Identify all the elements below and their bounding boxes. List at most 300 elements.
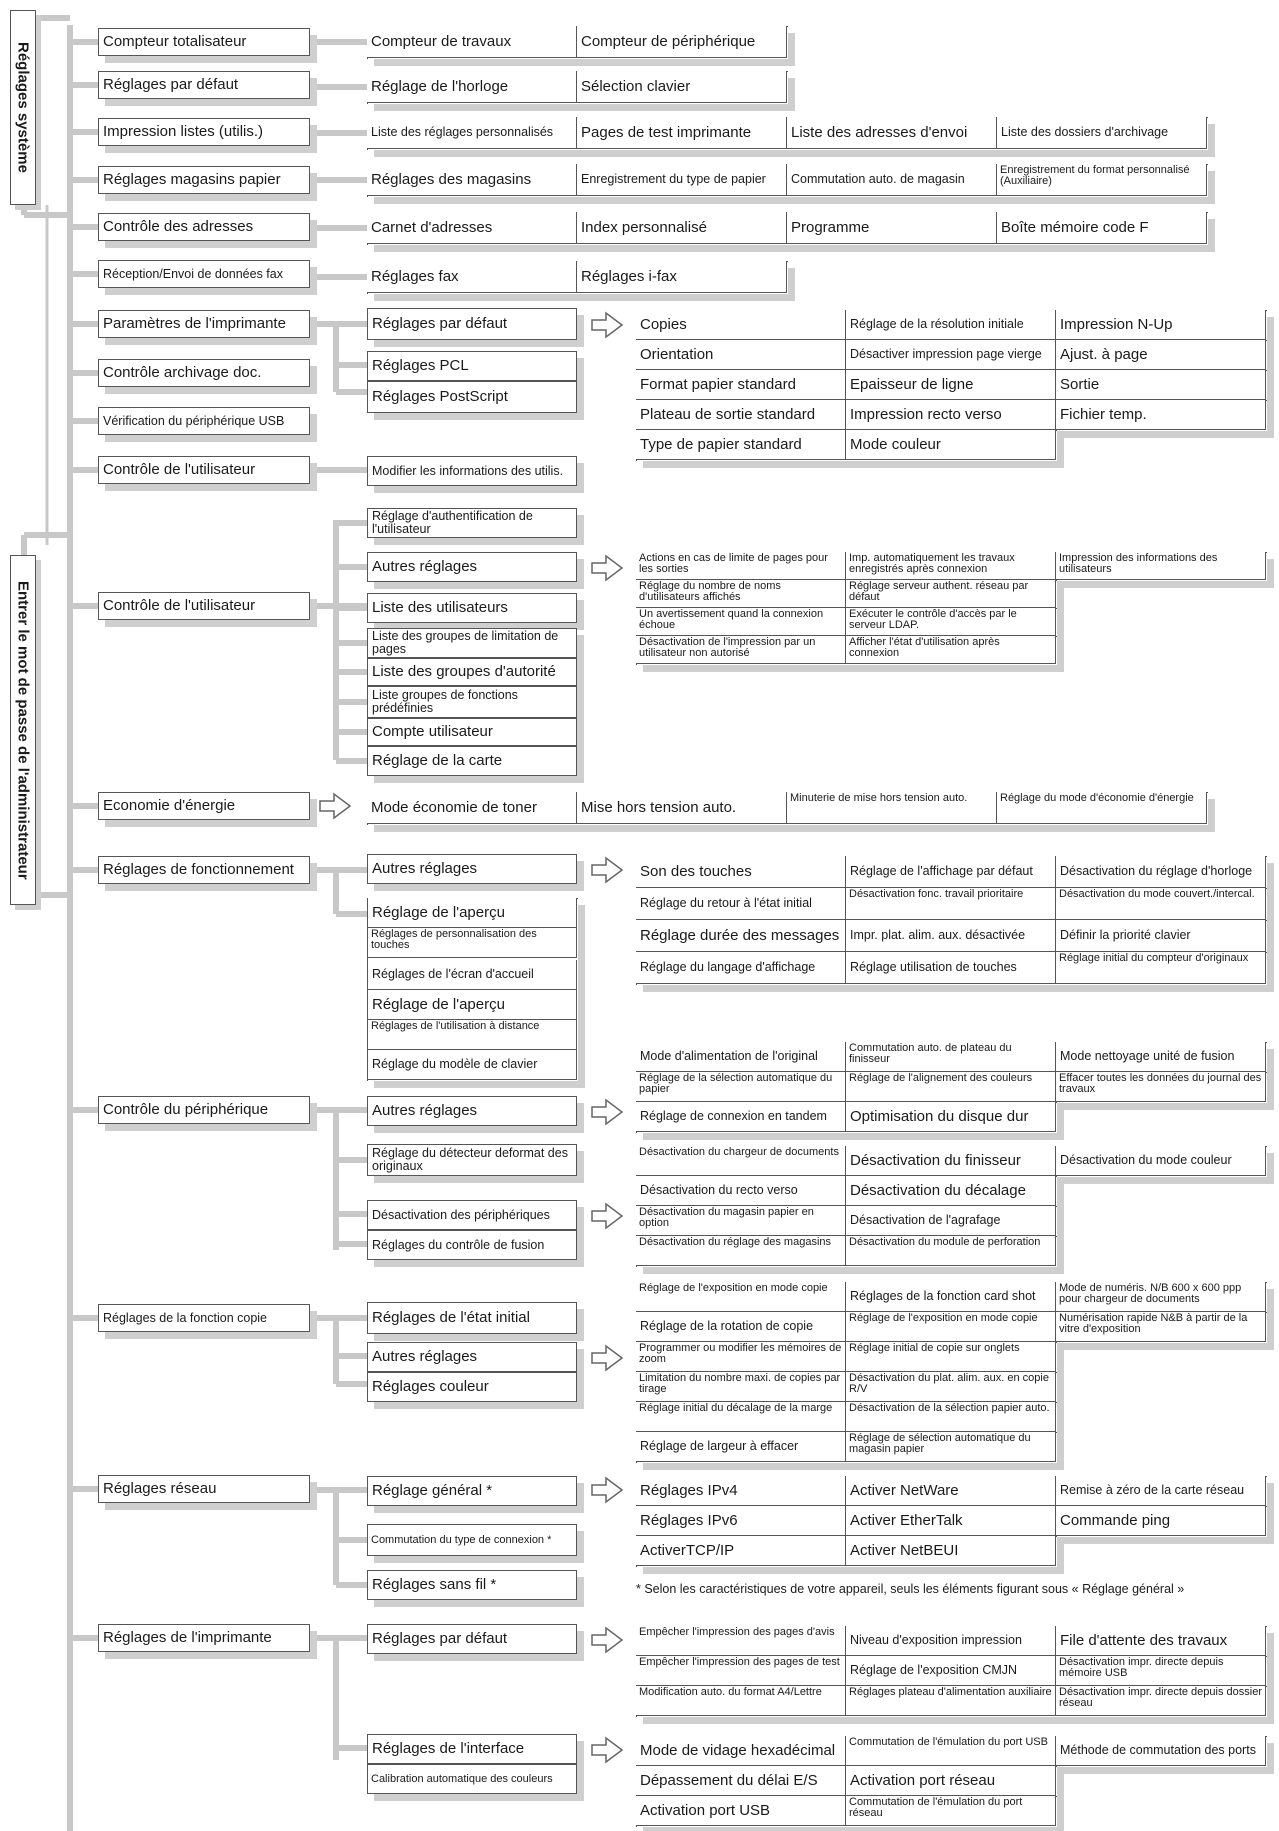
network-grid-cell-label: Activer NetWare <box>850 1481 959 1499</box>
user-ctrl2-grid-cell-label: Impression des informations des utilisateurs <box>1059 552 1218 575</box>
adresses-item <box>367 212 577 244</box>
printer-params-grid-cell-label: Mode couleur <box>850 435 941 453</box>
printer-settings-item <box>367 1734 577 1764</box>
printer-settings-grid1-cell-label: Empêcher l'impression des pages de test <box>639 1656 840 1668</box>
device-grid1-cell-label: Mode d'alimentation de l'original <box>640 1049 818 1063</box>
operation-item-label: Réglages de l'utilisation à distance <box>371 1020 540 1032</box>
level1-item-label: Contrôle des adresses <box>103 218 254 235</box>
user-ctrl2-item-label: Liste des groupes de limitation de pages <box>372 629 559 656</box>
printer-settings-grid2-cell <box>846 1736 1056 1766</box>
level1-item <box>98 592 310 620</box>
listes-item <box>997 117 1207 149</box>
user-ctrl2-item-label: Liste des utilisateurs <box>372 599 508 616</box>
level1-item <box>98 359 310 387</box>
device-grid2-cell <box>636 1206 846 1236</box>
operation-item-label: Réglages de personnalisation des touches <box>371 928 537 951</box>
operation-grid-cell <box>846 920 1056 952</box>
operation-grid-cell-label: Désactivation du mode couvert./intercal. <box>1059 888 1255 900</box>
user-ctrl2-item <box>367 718 577 746</box>
copy-item-label: Réglages de l'état initial <box>372 1309 530 1326</box>
printer-params-grid-cell <box>846 340 1056 370</box>
magasins-item-label: Commutation auto. de magasin <box>791 172 965 186</box>
listes-item-label: Liste des réglages personnalisés <box>371 125 554 139</box>
copy-grid-cell <box>1056 1312 1266 1342</box>
user-ctrl2-grid-cell <box>846 636 1056 664</box>
printer-settings-grid1-cell <box>636 1686 846 1716</box>
network-grid-cell <box>1056 1506 1266 1536</box>
operation-grid-cell-label: Impr. plat. alim. aux. désactivée <box>850 928 1026 942</box>
magasins-item <box>367 164 577 196</box>
user-ctrl2-grid-cell <box>636 552 846 580</box>
adresses-item-label: Index personnalisé <box>581 218 707 236</box>
network-grid-cell <box>846 1506 1056 1536</box>
printer-params-grid-cell <box>846 310 1056 340</box>
printer-params-grid-cell-label: Impression N-Up <box>1060 315 1173 333</box>
fax-item <box>577 261 787 293</box>
level1-item <box>98 310 310 338</box>
network-grid-cell <box>846 1476 1056 1506</box>
copy-grid-cell <box>636 1342 846 1372</box>
printer-params-grid-cell-label: Ajust. à page <box>1060 345 1148 363</box>
compteur-item-label: Compteur de périphérique <box>581 32 756 50</box>
level1-item-label: Réglages de fonctionnement <box>103 861 294 878</box>
device-grid2-cell-label: Désactivation du mode couleur <box>1060 1153 1232 1167</box>
network-grid-cell <box>846 1536 1056 1566</box>
network-grid-cell <box>1056 1476 1266 1506</box>
network-item <box>367 1524 577 1556</box>
user-ctrl2-grid-cell <box>846 552 1056 580</box>
copy-grid-cell <box>846 1372 1056 1402</box>
printer-params-grid-cell-label: Fichier temp. <box>1060 405 1147 423</box>
user-ctrl1-item <box>367 456 577 486</box>
energie-item <box>787 792 997 824</box>
energie-item <box>997 792 1207 824</box>
device-grid1-cell-label: Optimisation du disque dur <box>850 1107 1029 1125</box>
device-grid2-cell <box>636 1176 846 1206</box>
operation-grid-cell-label: Réglage durée des messages <box>640 926 840 944</box>
printer-settings-grid1-cell <box>1056 1656 1266 1686</box>
copy-grid-cell-label: Désactivation de la sélection papier auto. <box>849 1402 1050 1414</box>
listes-item-label: Liste des adresses d'envoi <box>791 123 968 141</box>
device-item-label: Autres réglages <box>372 1102 478 1119</box>
printer-params-grid-cell <box>1056 340 1266 370</box>
magasins-item-label: Enregistrement du format personnalisé (Auxiliaire) <box>1000 164 1190 187</box>
device-grid1-cell-label: Effacer toutes les données du journal des travaux <box>1059 1072 1262 1095</box>
copy-grid-cell-label: Réglage de sélection automatique du magasin papier <box>849 1432 1031 1455</box>
device-grid2-cell <box>636 1236 846 1266</box>
magasins-item-label: Enregistrement du type de papier <box>581 172 766 186</box>
fax-item-label: Réglages fax <box>371 267 459 285</box>
defaut-item <box>367 71 577 103</box>
user-ctrl2-grid-cell-label: Exécuter le contrôle d'accès par le serveur LDAP. <box>849 608 1017 631</box>
printer-settings-item <box>367 1624 577 1654</box>
copy-grid-cell-label: Réglage initial de copie sur onglets <box>849 1342 1020 1354</box>
device-grid2-cell-label: Désactivation du module de perforation <box>849 1236 1041 1248</box>
device-grid2-cell-label: Désactivation du magasin papier en option <box>639 1206 814 1229</box>
arrow-icon <box>592 1346 622 1370</box>
operation-grid-cell-label: Réglage initial du compteur d'originaux <box>1059 952 1249 964</box>
network-grid-cell-label: Remise à zéro de la carte réseau <box>1060 1483 1245 1497</box>
operation-grid-cell-label: Réglage du langage d'affichage <box>640 960 816 974</box>
copy-grid-cell-label: Limitation du nombre maxi. de copies par tirage <box>639 1372 841 1395</box>
operation-item <box>367 928 577 958</box>
magasins-item-label: Réglages des magasins <box>371 170 532 188</box>
level1-item-label: Vérification du périphérique USB <box>103 413 285 428</box>
user-ctrl2-item <box>367 552 577 582</box>
copy-grid-cell <box>636 1312 846 1342</box>
printer-settings-grid2-cell <box>636 1736 846 1766</box>
printer-settings-grid1-cell <box>846 1656 1056 1686</box>
device-grid1-cell-label: Réglage de la sélection automatique du papier <box>639 1072 833 1095</box>
printer-settings-grid1-cell-label: Désactivation impr. directe depuis dossier réseau <box>1059 1686 1262 1709</box>
user-ctrl2-item <box>367 508 577 538</box>
user-ctrl2-grid-cell <box>636 636 846 664</box>
printer-params-grid-cell-label: Réglage de la résolution initiale <box>850 317 1024 331</box>
printer-settings-grid2-cell-label: Commutation de l'émulation du port réseau <box>849 1796 1023 1819</box>
operation-grid-cell <box>636 920 846 952</box>
copy-grid-cell <box>846 1282 1056 1312</box>
arrow-icon <box>592 1204 622 1228</box>
device-grid1-cell <box>636 1042 846 1072</box>
device-grid2-cell <box>636 1146 846 1176</box>
operation-grid-cell-label: Définir la priorité clavier <box>1060 928 1191 942</box>
device-item-label: Réglages du contrôle de fusion <box>372 1237 545 1252</box>
adresses-item-label: Carnet d'adresses <box>371 218 493 236</box>
device-grid1-cell <box>636 1072 846 1102</box>
energie-item <box>577 792 787 824</box>
level1-item <box>98 1304 310 1332</box>
device-grid2-cell <box>846 1146 1056 1176</box>
printer-settings-grid2-cell <box>846 1796 1056 1826</box>
network-grid-cell <box>636 1506 846 1536</box>
printer-params-item <box>367 351 577 381</box>
printer-params-grid-cell <box>1056 400 1266 430</box>
arrow-icon <box>592 858 622 882</box>
compteur-item <box>367 26 577 58</box>
device-grid2-cell-label: Désactivation du réglage des magasins <box>639 1236 832 1248</box>
copy-grid-cell-label: Réglage de l'exposition en mode copie <box>849 1312 1038 1324</box>
copy-grid-cell <box>636 1402 846 1432</box>
level1-item-label: Impression listes (utilis.) <box>103 123 264 140</box>
level1-item <box>98 118 310 146</box>
copy-grid-cell-label: Réglage initial du décalage de la marge <box>639 1402 833 1414</box>
device-item-label: Désactivation des périphériques <box>372 1207 550 1222</box>
operation-grid-cell-label: Réglage utilisation de touches <box>850 960 1017 974</box>
level1-item-label: Contrôle de l'utilisateur <box>103 597 256 614</box>
user-ctrl2-item <box>367 628 577 658</box>
operation-item-label: Réglage de l'aperçu <box>372 903 505 921</box>
copy-grid-cell <box>636 1372 846 1402</box>
device-grid2-cell-label: Désactivation du décalage <box>850 1181 1026 1199</box>
printer-settings-grid2-cell-label: Méthode de commutation des ports <box>1060 1743 1256 1757</box>
device-grid2-cell <box>846 1236 1056 1266</box>
device-grid2-cell-label: Désactivation du chargeur de documents <box>639 1146 839 1158</box>
arrow-icon <box>592 1738 622 1762</box>
arrow-icon <box>592 1100 622 1124</box>
operation-grid-cell <box>846 888 1056 920</box>
device-grid1-cell-label: Commutation auto. de plateau du finisseur <box>849 1042 1012 1065</box>
arrow-icon <box>320 794 350 818</box>
operation-item-label: Réglage de l'aperçu <box>372 995 505 1013</box>
printer-params-grid-cell-label: Orientation <box>640 345 714 363</box>
user-ctrl1-item-label: Modifier les informations des utilis. <box>372 463 564 478</box>
operation-grid-cell <box>636 856 846 888</box>
printer-params-item-label: Réglages par défaut <box>372 315 508 332</box>
copy-grid-cell <box>846 1402 1056 1432</box>
printer-settings-grid1-cell-label: Niveau d'exposition impression <box>850 1633 1022 1647</box>
device-grid1-cell-label: Mode nettoyage unité de fusion <box>1060 1049 1235 1063</box>
copy-grid-cell <box>846 1342 1056 1372</box>
magasins-item <box>997 164 1207 196</box>
printer-settings-grid2-cell <box>636 1766 846 1796</box>
printer-params-grid-cell-label: Sortie <box>1060 375 1100 393</box>
printer-settings-grid2-cell-label: Dépassement du délai E/S <box>640 1771 818 1789</box>
printer-params-grid-cell <box>636 310 846 340</box>
level1-item-label: Compteur totalisateur <box>103 33 247 50</box>
printer-settings-grid1-cell <box>1056 1686 1266 1716</box>
printer-settings-item-label: Réglages de l'interface <box>372 1740 525 1757</box>
user-ctrl2-item-label: Liste groupes de fonctions prédéfinies <box>372 688 518 715</box>
arrow-icon <box>592 1628 622 1652</box>
device-grid2-cell-label: Désactivation du recto verso <box>640 1183 798 1197</box>
magasins-item <box>577 164 787 196</box>
printer-params-grid-cell <box>1056 370 1266 400</box>
user-ctrl2-item-label: Réglage de la carte <box>372 752 503 769</box>
user-ctrl2-grid-cell-label: Réglage du nombre de noms d'utilisateurs affichés <box>639 580 781 603</box>
energie-item-label: Réglage du mode d'économie d'énergie <box>1000 792 1194 804</box>
operation-grid-cell-label: Désactivation fonc. travail prioritaire <box>849 888 1024 900</box>
printer-params-item-label: Réglages PCL <box>372 357 469 374</box>
operation-grid-cell <box>636 888 846 920</box>
printer-params-grid-cell <box>846 370 1056 400</box>
operation-item <box>367 960 577 990</box>
network-item-label: Réglage général * <box>372 1482 493 1499</box>
listes-item-label: Liste des dossiers d'archivage <box>1001 125 1169 139</box>
printer-settings-grid1-cell-label: Réglage de l'exposition CMJN <box>850 1663 1018 1677</box>
copy-item <box>367 1342 577 1372</box>
network-item <box>367 1476 577 1506</box>
energie-item-label: Minuterie de mise hors tension auto. <box>790 792 968 804</box>
copy-item <box>367 1372 577 1402</box>
user-ctrl2-item-label: Compte utilisateur <box>372 723 493 740</box>
device-grid2-cell <box>846 1206 1056 1236</box>
printer-params-grid-cell <box>636 400 846 430</box>
printer-settings-grid2-cell-label: Activation port USB <box>640 1801 771 1819</box>
printer-params-grid-cell <box>846 430 1056 460</box>
level1-item <box>98 1624 310 1652</box>
arrow-icon <box>592 313 622 337</box>
printer-params-item <box>367 308 577 340</box>
adresses-item-label: Boîte mémoire code F <box>1001 218 1149 236</box>
adresses-item <box>787 212 997 244</box>
printer-params-grid-cell <box>636 370 846 400</box>
copy-grid-cell <box>1056 1282 1266 1312</box>
energie-item-label: Mode économie de toner <box>371 798 537 816</box>
printer-settings-item-label: Réglages par défaut <box>372 1630 508 1647</box>
level1-item-label: Réglages de la fonction copie <box>103 1310 268 1325</box>
listes-item-label: Pages de test imprimante <box>581 123 752 141</box>
network-item-label: Réglages sans fil * <box>372 1576 497 1593</box>
listes-item <box>787 117 997 149</box>
operation-grid-cell-label: Désactivation du réglage d'horloge <box>1060 864 1253 878</box>
copy-grid-cell-label: Mode de numéris. N/B 600 x 600 ppp pour chargeur de documents <box>1059 1282 1242 1305</box>
printer-params-item <box>367 381 577 413</box>
printer-settings-grid1-cell <box>846 1686 1056 1716</box>
arrow-icon <box>592 556 622 580</box>
copy-grid-cell-label: Numérisation rapide N&B à partir de la vitre d'exposition <box>1059 1312 1248 1335</box>
compteur-item <box>577 26 787 58</box>
operation-item-label: Réglages de l'écran d'accueil <box>372 967 534 981</box>
network-item <box>367 1570 577 1600</box>
user-ctrl2-item <box>367 593 577 623</box>
operation-grid-cell <box>636 952 846 984</box>
copy-grid-cell <box>846 1432 1056 1462</box>
printer-params-grid-cell-label: Format papier standard <box>640 375 796 393</box>
device-item <box>367 1200 577 1230</box>
adresses-item <box>997 212 1207 244</box>
level1-item <box>98 260 310 288</box>
printer-settings-grid1-cell <box>846 1626 1056 1656</box>
fax-item <box>367 261 577 293</box>
user-ctrl2-grid-cell <box>636 580 846 608</box>
operation-item-label: Réglage du modèle de clavier <box>372 1057 538 1071</box>
level1-item <box>98 166 310 194</box>
user-ctrl2-item <box>367 658 577 686</box>
arrow-icon <box>592 1478 622 1502</box>
user-ctrl2-grid-cell <box>846 580 1056 608</box>
user-ctrl2-item <box>367 746 577 776</box>
operation-grid-cell <box>1056 920 1266 952</box>
network-item-label: Commutation du type de connexion * <box>371 1533 552 1546</box>
printer-params-grid-cell-label: Type de papier standard <box>640 435 802 453</box>
device-grid1-cell-label: Réglage de l'alignement des couleurs <box>849 1072 1033 1084</box>
printer-settings-grid1-cell-label: File d'attente des travaux <box>1060 1631 1228 1649</box>
operation-item <box>367 898 577 928</box>
device-item <box>367 1230 577 1260</box>
copy-item-label: Autres réglages <box>372 1348 478 1365</box>
printer-params-grid-cell-label: Epaisseur de ligne <box>850 375 974 393</box>
level1-item <box>98 456 310 484</box>
level1-item-label: Réglages de l'imprimante <box>103 1629 272 1646</box>
user-ctrl2-grid-cell-label: Réglage serveur authent. réseau par défaut <box>849 580 1029 603</box>
printer-params-item-label: Réglages PostScript <box>372 388 508 405</box>
level1-item <box>98 71 310 99</box>
operation-item-label: Autres réglages <box>372 860 478 877</box>
user-ctrl2-grid-cell <box>1056 552 1266 580</box>
operation-grid-cell-label: Réglage de l'affichage par défaut <box>850 864 1033 878</box>
compteur-item-label: Compteur de travaux <box>371 32 512 50</box>
operation-item <box>367 854 577 884</box>
printer-settings-grid2-cell-label: Commutation de l'émulation du port USB <box>849 1736 1048 1748</box>
copy-grid-cell <box>636 1432 846 1462</box>
network-grid-cell-label: ActiverTCP/IP <box>640 1541 735 1559</box>
listes-item <box>367 117 577 149</box>
user-ctrl2-grid-cell <box>636 608 846 636</box>
level1-item-label: Contrôle archivage doc. <box>103 364 262 381</box>
network-grid-cell-label: Activer NetBEUI <box>850 1541 959 1559</box>
level1-item <box>98 856 310 884</box>
printer-params-grid-cell-label: Désactiver impression page vierge <box>850 347 1042 361</box>
device-item <box>367 1144 577 1176</box>
printer-settings-grid1-cell-label: Réglages plateau d'alimentation auxiliaire <box>849 1686 1052 1698</box>
level1-item <box>98 213 310 241</box>
level1-item-label: Réglages par défaut <box>103 76 239 93</box>
printer-params-grid-cell-label: Impression recto verso <box>850 405 1002 423</box>
level1-item <box>98 1096 310 1124</box>
printer-settings-grid1-cell <box>636 1656 846 1686</box>
device-grid2-cell <box>1056 1146 1266 1176</box>
device-grid1-cell <box>846 1072 1056 1102</box>
printer-settings-grid1-cell-label: Empêcher l'impression des pages d'avis <box>639 1626 835 1638</box>
user-ctrl2-grid-cell-label: Afficher l'état d'utilisation après connexion <box>849 636 1000 659</box>
copy-grid-cell-label: Désactivation du plat. alim. aux. en copie R/V <box>849 1372 1049 1395</box>
printer-settings-item <box>367 1764 577 1794</box>
user-ctrl2-item-label: Autres réglages <box>372 558 478 575</box>
printer-params-grid-cell-label: Plateau de sortie standard <box>640 405 816 423</box>
defaut-item-label: Sélection clavier <box>581 77 691 95</box>
operation-grid-cell <box>1056 952 1266 984</box>
level1-item-label: Contrôle de l'utilisateur <box>103 461 256 478</box>
operation-grid-cell <box>1056 888 1266 920</box>
printer-settings-grid2-cell <box>1056 1736 1266 1766</box>
device-grid1-cell <box>1056 1072 1266 1102</box>
user-ctrl2-grid-cell-label: Un avertissement quand la connexion échoue <box>639 608 824 631</box>
printer-settings-grid2-cell <box>846 1766 1056 1796</box>
device-grid2-cell-label: Désactivation du finisseur <box>850 1151 1021 1169</box>
system-settings-label: Réglages système <box>10 10 36 205</box>
printer-settings-grid2-cell-label: Activation port réseau <box>850 1771 996 1789</box>
defaut-item <box>577 71 787 103</box>
adresses-item <box>577 212 787 244</box>
device-item-label: Réglage du détecteur deformat des originaux <box>372 1146 568 1173</box>
device-grid2-cell-label: Désactivation de l'agrafage <box>850 1213 1001 1227</box>
device-grid2-cell <box>846 1176 1056 1206</box>
operation-item <box>367 1020 577 1050</box>
printer-params-grid-cell <box>1056 310 1266 340</box>
operation-grid-cell <box>846 856 1056 888</box>
printer-settings-grid2-cell-label: Mode de vidage hexadécimal <box>640 1741 836 1759</box>
device-grid1-cell-label: Réglage de connexion en tandem <box>640 1109 827 1123</box>
device-item <box>367 1096 577 1126</box>
operation-grid-cell <box>1056 856 1266 888</box>
user-ctrl2-item-label: Réglage d'authentification de l'utilisateur <box>372 509 533 536</box>
level1-item-label: Réglages magasins papier <box>103 171 281 188</box>
operation-grid-cell <box>846 952 1056 984</box>
user-ctrl2-grid-cell-label: Imp. automatiquement les travaux enregistrés après connexion <box>849 552 1015 575</box>
adresses-item-label: Programme <box>791 218 870 236</box>
network-grid-cell <box>636 1476 846 1506</box>
user-ctrl2-grid-cell-label: Désactivation de l'impression par un utilisateur non autorisé <box>639 636 816 659</box>
operation-grid-cell-label: Réglage du retour à l'état initial <box>640 896 812 910</box>
printer-settings-item-label: Calibration automatique des couleurs <box>371 1772 553 1785</box>
network-grid-cell-label: Commande ping <box>1060 1511 1171 1529</box>
device-grid1-cell <box>1056 1042 1266 1072</box>
admin-password-label: Entrer le mot de passe de l'administrateur <box>10 555 36 905</box>
printer-settings-grid1-cell <box>1056 1626 1266 1656</box>
operation-item <box>367 1050 577 1080</box>
copy-grid-cell-label: Réglages de la fonction card shot <box>850 1289 1036 1303</box>
network-grid-cell-label: Réglages IPv6 <box>640 1511 738 1529</box>
energie-item <box>367 792 577 824</box>
user-ctrl2-grid-cell <box>846 608 1056 636</box>
level1-item-label: Paramètres de l'imprimante <box>103 315 286 332</box>
operation-grid-cell-label: Son des touches <box>640 862 752 880</box>
printer-settings-grid2-cell <box>636 1796 846 1826</box>
copy-grid-cell-label: Réglage de largeur à effacer <box>640 1439 799 1453</box>
printer-params-grid-cell <box>846 400 1056 430</box>
fax-item-label: Réglages i-fax <box>581 267 677 285</box>
copy-grid-cell-label: Réglage de l'exposition en mode copie <box>639 1282 828 1294</box>
